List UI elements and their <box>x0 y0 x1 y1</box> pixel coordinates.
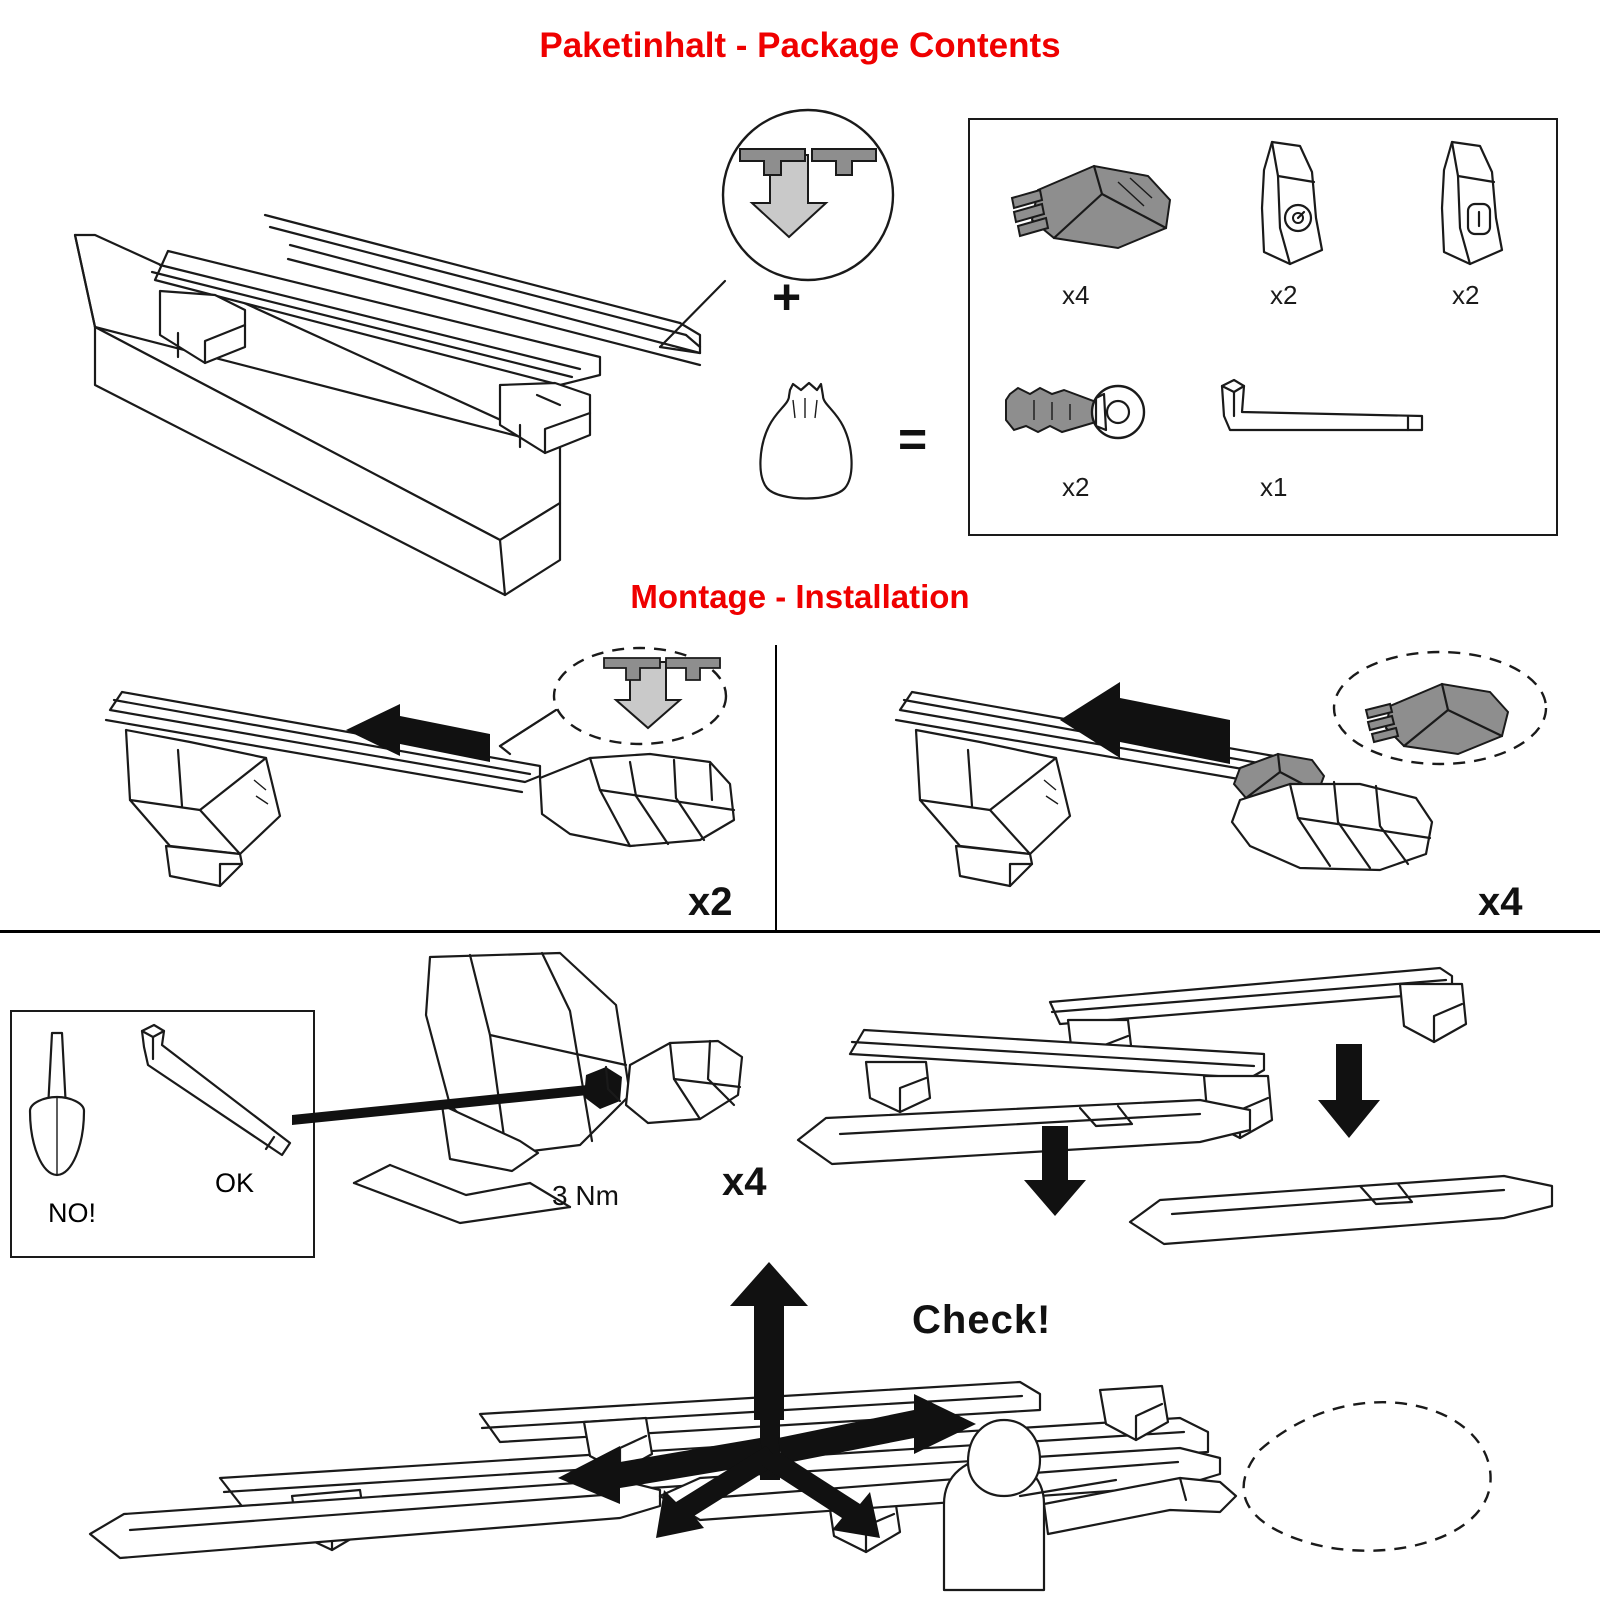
cover-strip-lower <box>798 1100 1250 1164</box>
hand-illustration <box>540 754 734 846</box>
end-cap-detail-callout <box>500 648 726 754</box>
foot-cover-right-lock-icon <box>1418 132 1538 272</box>
install-step-insert-end-cap <box>70 650 770 920</box>
qty-keys: x2 <box>1062 472 1090 502</box>
install-step-fit-covers <box>780 950 1590 1250</box>
keys-icon <box>1000 370 1200 460</box>
heading-installation: Montage - Installation <box>630 578 970 615</box>
label-step2-qty: x4 <box>1478 880 1523 924</box>
qty-rubber-end-cap: x4 <box>1062 280 1090 310</box>
screwdriver-icon <box>30 1033 84 1175</box>
arrow-down-2 <box>1318 1044 1380 1138</box>
heading-package-contents: Paketinhalt - Package Contents <box>539 26 1061 65</box>
install-step-attach-cap <box>860 650 1580 920</box>
label-no: NO! <box>48 1198 97 1228</box>
label-ok: OK <box>215 1168 255 1198</box>
label-step1-qty: x2 <box>688 880 733 924</box>
tool-comparison-icons <box>22 1025 307 1225</box>
cap-detail-callout <box>1334 652 1546 764</box>
parts-bag-icon <box>735 370 875 510</box>
label-check: Check! <box>912 1298 1052 1342</box>
install-step-check-rack <box>60 1290 1560 1590</box>
horizontal-divider <box>0 930 1600 933</box>
equals-symbol: = <box>898 411 928 467</box>
parts-list-box <box>968 118 1558 536</box>
qty-foot-cover-left: x2 <box>1270 280 1298 310</box>
vertical-divider <box>775 645 777 930</box>
label-torque: 3 Nm <box>552 1180 619 1211</box>
install-step-tighten-screw <box>330 945 750 1235</box>
rubber-end-cap-icon <box>998 142 1198 272</box>
qty-allen-key: x1 <box>1260 472 1288 502</box>
allen-key-icon-ok <box>142 1025 290 1155</box>
allen-key-icon <box>1208 372 1438 452</box>
crossbar-with-foot <box>106 692 540 886</box>
hand-with-cap <box>1232 754 1432 870</box>
cover-strip-right <box>1130 1176 1552 1244</box>
motion-dashed-path <box>1244 1402 1491 1551</box>
qty-foot-cover-right-lock: x2 <box>1452 280 1480 310</box>
plus-symbol: + <box>772 269 802 325</box>
label-step3-qty: x4 <box>722 1160 767 1204</box>
foot-cover-left-icon <box>1238 132 1358 272</box>
